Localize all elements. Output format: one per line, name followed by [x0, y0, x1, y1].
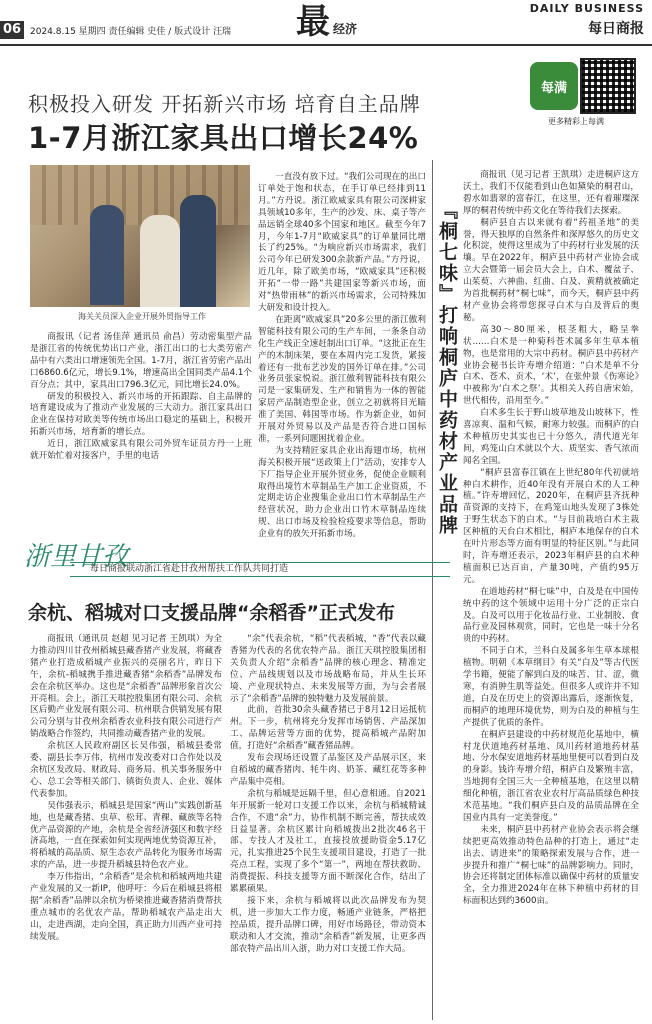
section-name: 经济	[333, 22, 358, 36]
article2-column	[463, 170, 639, 1020]
article3-title: 余杭、稻城对口支援品牌“余稻香”正式发布	[28, 602, 395, 624]
photo-caption: 海关关员深入企业开展外贸指导工作	[78, 312, 206, 321]
paragraph: 在距离“欧威家具”20多公里的浙江傲利智能科技有限公司的生产车间，一条条自动化生产线正全速赶制出口订单。“这批正在生产的木制床架，要在本周内完工发货，紧接着还有一批布艺沙发的国外订单在排。”公司业务员张家悦说。浙江傲利智能科技有限公司是一家集研发、生产和销售为一体的智能家居产品制造型企业，创立之初就将目光瞄准了美国、韩国等市场。作为新企业，如何开展对外贸易以及产品是否符合进口国标准，一系列问题困扰着企业。	[258, 314, 426, 444]
section-logo: 最	[296, 2, 330, 42]
paragraph: 为支持精匠家具企业出海翅市场，杭州海关积极开展“送政策上门”活动，安排专人下厂指导企业开展外贸业务，促使企业顺利取得出境竹木草制品生产加工企业资质，不定期走访企业搜集企业出口竹木草制品生产经营状况，助力企业出口竹木草制品连续规、出口市场及检验检疫要求等信息，帮助企业有的放矢开拓新市场。	[258, 445, 426, 540]
paragraph: 商报讯（记者 汤佳萍 通讯员 俞昌）劳动密集型产品是浙江省的传统优势出口产业，浙江出口的七大类劳密产品中有六类出口增速领先全国。1-7月，浙江省劳密产品出口6860.6亿元，增长9.1%，增速高出全国同类产品4.1个百分点；其中，家具出口796.3亿元，同比增长24.0%。	[30, 332, 252, 390]
article3-column-1	[30, 634, 222, 1004]
paragraph: 吴伟强表示，稻城县是国家“两山”实践创新基地，也是藏香猪、虫草、松茸、青稞、藏族等名特优产品资源的产地，余杭是全省经济强区和数字经济高地，一直在探索如何实现两地优势资源互补，将稻城的高品质、原生态农产品转化为服务市场需求的产品，进一步提升稻城县特色农产业。	[30, 800, 222, 871]
paragraph: 高30～80厘米，根茎粗大，略呈拳状……白术是一种菊科苍术属多年生草本植物，也是常用的大宗中药材。桐庐县中药材产业协会秘书长许寿增介绍道：“白术是单不分白术、苍术、贡术，‘术’，在张仲景《伤寒论》中被称为‘白术之祭’。其相关人药自唐宋始，世代相传，沿用至今。”	[463, 324, 639, 407]
article1-title: 1-7月浙江家具出口增长24%	[28, 121, 419, 155]
article1-column-1	[30, 332, 252, 532]
paragraph: 发布会现场还设置了品鉴区及产品展示区，来自稻城的藏香猪肉、牦牛肉、奶茶、藏红花等多种产品集中亮相。	[230, 753, 426, 787]
paragraph: 桐庐县自古以来就有着“药祖圣地”的美誉，得天独厚的自然条件和深厚悠久的历史文化积淀，使得这里成为了中药材行业发展的沃壤。早在2022年，桐庐县中药材产业协会成立大会暨第一届会员大会上，白术、覆盆子、山茱萸、六神曲、红曲、白及、黄精就被确定为首批桐药材“桐七味”，而今天，桐庐县中药材产业协会将带您探寻白术与白及背后的奥秘。	[463, 217, 639, 323]
officer-figure	[90, 205, 124, 305]
qr-code-icon	[580, 58, 636, 114]
qr-caption: 更多精彩上每满	[548, 117, 604, 126]
paragraph: 接下来，余杭与稻城将以此次品牌发布为契机，进一步加大工作力度，畅通产业链条，严格把控品质，提升品牌口碑，用好市场路径，带动资本联动和人才交流，推动“余稻香”新发展，让更多西部农特产品出川入浙，助力对口支援工作大局。	[230, 895, 426, 954]
article1-subtitle: 积极投入研发 开拓新兴市场 培育自主品牌	[28, 92, 421, 116]
paragraph: 研发的积极投入、新兴市场的开拓跟踪、自主品牌的培育建设成为了推动产业发展的三大动力。浙江家具出口企业在保持对欧美等传统市场出口稳定的基础上，积极开拓新兴市场，培育新的增长点。	[30, 391, 252, 438]
paragraph: “余”代表余杭，“稻”代表稻城，“香”代表以藏香猪为代表的名优农特产品。浙江天琪控股集团相关负责人介绍“余稻香”品牌的核心理念、精准定位、产品线规划以及市场战略布局，并从生长环境、产业现状特点、未来发展等方面，为与会者展示了“余稻香”品牌的独特魅力及发展前景。	[230, 634, 426, 704]
paragraph: 余杭区人民政府副区长吴伟强，稻城县委常委、副县长李万伟，杭州市发改委对口合作处以及余杭区发改局、财政局、商务局、机关事务服务中心、总工会等相关部门、镇街负责人、企业、媒体代表参加。	[30, 741, 222, 799]
article3-column-2	[230, 634, 426, 1004]
header-divider	[0, 44, 652, 46]
paragraph: 一直没有放下过。“我们公司现在的出口订单处于饱和状态，在手订单已经排到11月。”方丹说。浙江欧威家具有限公司深耕家具领域10多年，生产的沙发、床、桌子等产品远销全球40多个国家和地区。截至今年7月，今年1-7月“欧威家具”的订单量同比增长了约25%。“为响应新兴市场需求，我们公司今年已研发300余款新产品。”方丹说，近几年，除了欧美市场，“欧威家具”还积极开拓“一带一路”共建国家等新兴市场，面对“热带雨林”的新兴市场需求，公司特殊加大研发和设计投入。	[258, 172, 426, 313]
officer-figure	[180, 195, 216, 307]
column-logo: 浙里甘孜	[24, 542, 129, 572]
paragraph: 余杭与稻城是远隔千里，但心意相通。自2021年开展新一轮对口支援工作以来，余杭与稻城精诚合作，不遗“余”力，协作机制不断完善，帮扶成效日益显著。余杭区累计向稻城拨出2批次46名干部、专技人才及社工，直接投放援助资金5.17亿元，扎实推进25个民生支援项目建设，打造了一批亮点工程，实现了多个“第一”，两地在帮扶救助、消费提振、科技支援等方面不断深化合作，结出了累累硕果。	[230, 788, 426, 895]
brand-english: DAILY BUSINESS	[529, 2, 644, 15]
article2-vertical-title: 『桐七味』打响桐庐中药材产业品牌	[436, 200, 458, 536]
paragraph: 李万伟指出，“余稻香”是余杭和稻城两地共建产业发展的又一新IP，他呼吁：今后在稻城县将根据“余稻香”品牌以余杭为桥梁推进藏香猪消费帮扶重点城市的名优农产品，帮助稻城农产品走出大山，走进西湖，走向全国，真正助力川西产业可持续发展。	[30, 872, 222, 942]
paragraph: 白术多生长于野山坡草地及山坡林下，性喜凉爽、温和气候，耐寒力较强。而桐庐的白术种植历史其实也已十分悠久，清代道光年间，鸡笼山白术就以个大、质坚实、香气浓而闻名全国。	[463, 408, 639, 466]
page-number: 06	[0, 21, 24, 39]
paragraph: 在道地药材“桐七味”中，白及是在中国传统中药的这个领域中运用十分广泛的正宗白及。白及可以用于化妆品行业、工业制胶、食品行业及园林观赏，同时，它也是一味十分名贵的中药材。	[463, 586, 639, 645]
paragraph: 此前，首批30余头藏香猪已于8月12日运抵杭州。下一步，杭州将充分发挥市场销售、产品深加工、品牌运营等方面的优势，提高稻城产品附加值，打造好“余稻香”藏香猪品牌。	[230, 705, 426, 752]
paragraph: 在桐庐县建设的中药材规范化基地中，横村龙伏道地药材基地、凤川药材道地药材基地、分水保安道地药材基地里便可以看到白及的身影。钱许寿增介绍，桐庐白及繁殖丰富，当地拥有全国三大一全种植基地，在这里以精细化种植，浙江省农业农村厅高品质绿色种技术范基地。“我们桐庐县白及的品质品牌在全国业内具有一定美誉度。”	[463, 729, 639, 823]
paragraph: 商报讯（通讯员 赵超 见习记者 王凯琪）为全力推动四川甘孜州稻城县藏香猪产业发展，将藏香猪产业打造成稻城产业振兴的亮丽名片，昨日下午，余杭-稻城携手推进藏香猪“余稻香”品牌发布会在余杭区举办。这也是“余稻香”品牌形象首次公开亮相。会上，浙江天琪控股集团有限公司、余杭区后勤产业发展有限公司、杭州联合供销发展有限公司分别与甘孜州余稻香农业科技有限公司进行产销战略合作签约，共同推动藏香猪产业的发展。	[30, 634, 222, 740]
worker-figure	[140, 215, 180, 307]
furniture-frame-shape	[30, 165, 250, 225]
article1-photo	[30, 165, 250, 307]
brand-chinese: 每日商报	[588, 21, 644, 37]
article1-column-2	[258, 172, 426, 540]
paragraph: “桐庐县富春江镇在上世纪80年代初就培种白术耕作，近40年没有开展白术的人工种植。”许寿增回忆，2020年，在桐庐县齐抚种苗资源的支持下，在鸡笼山地头发现了3株处于野生状态下的白术。“与目前栽培白术主栽区种植的天台白术相比，桐庐本地保存的白术在叶片形态等方面有明显的特征区别。”与此同时，许寿增还表示，2023年桐庐县的白术种植面积已达百亩，产量30吨，产值约95万元。	[463, 467, 639, 585]
paragraph: 商报讯（见习记者 王凯琪）走进桐庐这方沃土，我们不仅能看到山色如黛染的桐君山，碧水如翡翠的富春江，在这里，还有着璀璨深厚的桐君传统中药文化在等待我们去探索。	[463, 170, 639, 216]
paragraph: 近日，浙江欧威家具有限公司外贸车证员方丹一上班就开始忙着对接客户，手里的电话	[30, 439, 252, 462]
paragraph: 不同于白术，兰科白及属多年生草本球根植物。明朝《本草纲目》有关“白及”等古代医学书籍，便能了解到白及的味苦、甘、涩，微寒，有消肿生肌等益处。但很多人或许并不知道，白及在历史上的资源出露后，逐渐恢复，而桐庐的地理环境优势，则为白及的种植与生产提供了优质的条件。	[463, 646, 639, 728]
issue-meta: 2024.8.15 星期四 责任编辑 史佳 / 版式设计 汪瑞	[30, 27, 232, 37]
brand-seal-icon: 每满	[530, 62, 578, 110]
paragraph: 未来，桐庐县中药材产业协会表示将会继续把更高效推动特色品种的打造上，通过“走出去、请进来”的策略探索发展与合作，进一步提升和推广“桐七味”的品牌影响力。同时，协会还将制定团体标准以确保中药材的质量安全，全力推进2024年在林下种植中药材的目标面积达到约3600亩。	[463, 824, 639, 907]
column-banner: 每日商报联动浙江省赴甘孜州帮扶工作队共同打造	[70, 562, 450, 577]
